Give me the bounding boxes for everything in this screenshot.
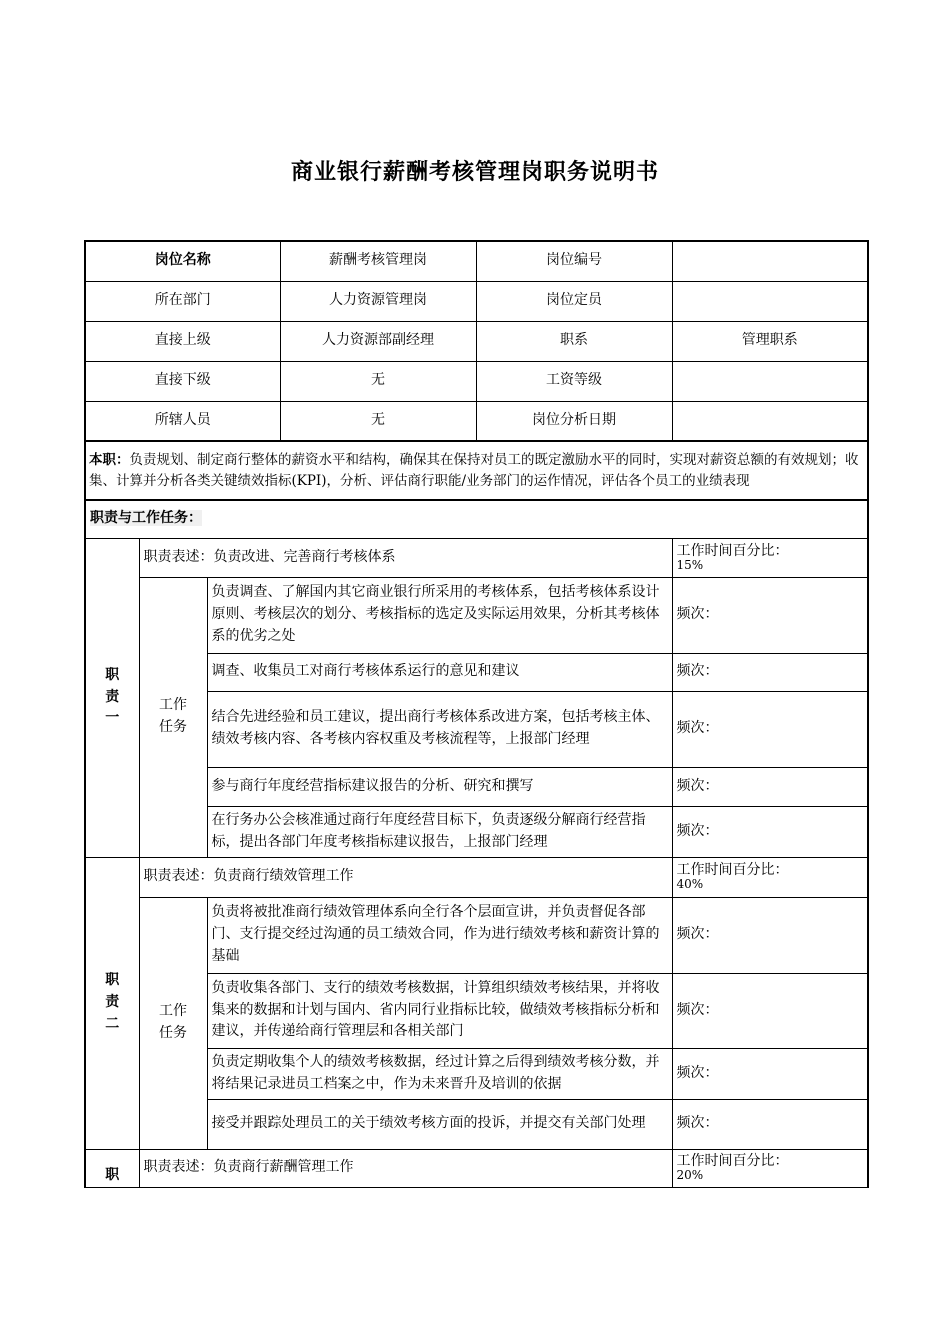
duty-2-task-label-line-1: 工作 bbox=[159, 1003, 187, 1020]
duty-2-percentage-label: 工作时间百分比： bbox=[676, 862, 789, 879]
job-description-table bbox=[84, 240, 869, 1188]
duty-3-description-row bbox=[85, 1149, 868, 1187]
duty-2-description-row bbox=[85, 857, 868, 897]
duty-1-task-4-frequency: 频次： bbox=[672, 767, 868, 806]
duty-2-description: 职责表述：负责商行绩效管理工作 bbox=[139, 857, 672, 897]
duty-1-task-1-frequency: 频次： bbox=[672, 577, 868, 653]
duty-2-percentage-value: 40% bbox=[676, 877, 704, 892]
info-value-department: 人力资源管理岗 bbox=[280, 281, 476, 321]
duty-2-task-3-frequency: 频次： bbox=[672, 1048, 868, 1099]
duty-1-task-label-line-1: 工作 bbox=[159, 697, 187, 714]
duty-1-task-label bbox=[139, 577, 207, 857]
info-row-3 bbox=[85, 321, 868, 361]
duty-2-task-row bbox=[85, 897, 868, 973]
duty-2-task-1-frequency: 频次： bbox=[672, 897, 868, 973]
info-value-staff: 无 bbox=[280, 401, 476, 441]
info-value-position-code bbox=[672, 241, 868, 281]
info-label-staff: 所辖人员 bbox=[85, 401, 280, 441]
summary-text: 负责规划、制定商行整体的薪资水平和结构，确保其在保持对员工的既定激励水平的同时，实现对薪资总额的有效规划；收集、计算并分析各类关键绩效指标(KPI)，分析、评估商行职能/业务部门的运作情况，评估各个员工的业绩表现 bbox=[89, 451, 859, 489]
info-row-2 bbox=[85, 281, 868, 321]
duty-1-task-2: 调查、收集员工对商行考核体系运行的意见和建议 bbox=[207, 653, 672, 691]
info-row-4 bbox=[85, 361, 868, 401]
duty-2-task-label bbox=[139, 897, 207, 1149]
duty-1-task-3: 结合先进经验和员工建议，提出商行考核体系改进方案，包括考核主体、绩效考核内容、各考核内容权重及考核流程等，上报部门经理 bbox=[207, 691, 672, 767]
duty-1-task-5: 在行务办公会核准通过商行年度经营目标下，负责逐级分解商行经营指标，提出各部门年度考核指标建议报告，上报部门经理 bbox=[207, 806, 672, 857]
info-label-headcount: 岗位定员 bbox=[476, 281, 672, 321]
document-title: 商业银行薪酬考核管理岗职务说明书 bbox=[290, 160, 659, 185]
info-value-position-name: 薪酬考核管理岗 bbox=[280, 241, 476, 281]
info-value-subordinate: 无 bbox=[280, 361, 476, 401]
duty-1-name bbox=[85, 538, 139, 857]
summary-cell bbox=[85, 441, 868, 500]
duty-2-task-2-frequency: 频次： bbox=[672, 973, 868, 1048]
duty-2-task-1: 负责将被批准商行绩效管理体系向全行各个层面宣讲，并负责督促各部门、支行提交经过沟通的员工绩效合同，作为进行绩效考核和薪资计算的基础 bbox=[207, 897, 672, 973]
info-value-salary-grade bbox=[672, 361, 868, 401]
info-label-analysis-date: 岗位分析日期 bbox=[476, 401, 672, 441]
duties-header-cell bbox=[85, 500, 868, 538]
duty-3-percentage-value: 20% bbox=[676, 1168, 704, 1183]
duties-header: 职责与工作任务： bbox=[90, 510, 202, 527]
duty-1-description: 职责表述：负责改进、完善商行考核体系 bbox=[139, 538, 672, 577]
info-label-salary-grade: 工资等级 bbox=[476, 361, 672, 401]
duty-2-name-char-1: 职 bbox=[105, 972, 120, 989]
duty-1-percentage-value: 15% bbox=[676, 557, 704, 572]
duty-1-task-1: 负责调查、了解国内其它商业银行所采用的考核体系，包括考核体系设计原则、考核层次的划分、考核指标的选定及实际运用效果，分析其考核体系的优劣之处 bbox=[207, 577, 672, 653]
duty-2-task-2: 负责收集各部门、支行的绩效考核数据，计算组织绩效考核结果，并将收集来的数据和计划与国内、省内同行业指标比较，做绩效考核指标分析和建议，并传递给商行管理层和各相关部门 bbox=[207, 973, 672, 1048]
duty-2-task-label-line-2: 任务 bbox=[159, 1025, 187, 1041]
info-row-1 bbox=[85, 241, 868, 281]
duty-3-description: 职责表述：负责商行薪酬管理工作 bbox=[139, 1149, 672, 1187]
info-label-department: 所在部门 bbox=[85, 281, 280, 321]
duty-1-name-char-3: 一 bbox=[105, 710, 120, 727]
duty-1-task-label-line-2: 任务 bbox=[159, 719, 187, 735]
duty-2-task-4-frequency: 频次： bbox=[672, 1099, 868, 1149]
summary-label: 本职： bbox=[89, 451, 130, 468]
duties-header-row bbox=[85, 500, 868, 538]
duty-1-name-char-2: 责 bbox=[105, 688, 120, 705]
summary-row bbox=[85, 441, 868, 500]
duty-1-name-char-1: 职 bbox=[105, 666, 120, 683]
duty-2-name-char-3: 二 bbox=[105, 1015, 120, 1032]
duty-1-task-row bbox=[85, 577, 868, 653]
info-label-subordinate: 直接下级 bbox=[85, 361, 280, 401]
info-row-5 bbox=[85, 401, 868, 441]
duty-3-percentage-label: 工作时间百分比： bbox=[676, 1153, 789, 1170]
duty-1-percentage-cell bbox=[672, 538, 868, 577]
duty-1-description-row bbox=[85, 538, 868, 577]
duty-2-task-4: 接受并跟踪处理员工的关于绩效考核方面的投诉，并提交有关部门处理 bbox=[207, 1099, 672, 1149]
info-value-supervisor: 人力资源部副经理 bbox=[280, 321, 476, 361]
info-label-position-name: 岗位名称 bbox=[85, 241, 280, 281]
duty-1-percentage-label: 工作时间百分比： bbox=[676, 542, 789, 559]
duty-2-percentage-cell bbox=[672, 857, 868, 897]
info-label-job-family: 职系 bbox=[476, 321, 672, 361]
duty-1-task-3-frequency: 频次： bbox=[672, 691, 868, 767]
info-value-job-family: 管理职系 bbox=[672, 321, 868, 361]
duty-3-percentage-cell bbox=[672, 1149, 868, 1187]
duty-2-name bbox=[85, 857, 139, 1149]
duty-1-task-2-frequency: 频次： bbox=[672, 653, 868, 691]
info-value-headcount bbox=[672, 281, 868, 321]
info-label-supervisor: 直接上级 bbox=[85, 321, 280, 361]
duty-2-task-3: 负责定期收集个人的绩效考核数据，经过计算之后得到绩效考核分数，并将结果记录进员工档案之中，作为未来晋升及培训的依据 bbox=[207, 1048, 672, 1099]
duty-1-task-5-frequency: 频次： bbox=[672, 806, 868, 857]
info-value-analysis-date bbox=[672, 401, 868, 441]
duty-3-name: 职 bbox=[85, 1149, 139, 1187]
info-label-position-code: 岗位编号 bbox=[476, 241, 672, 281]
duty-2-name-char-2: 责 bbox=[105, 994, 120, 1011]
duty-1-task-4: 参与商行年度经营指标建议报告的分析、研究和撰写 bbox=[207, 767, 672, 806]
